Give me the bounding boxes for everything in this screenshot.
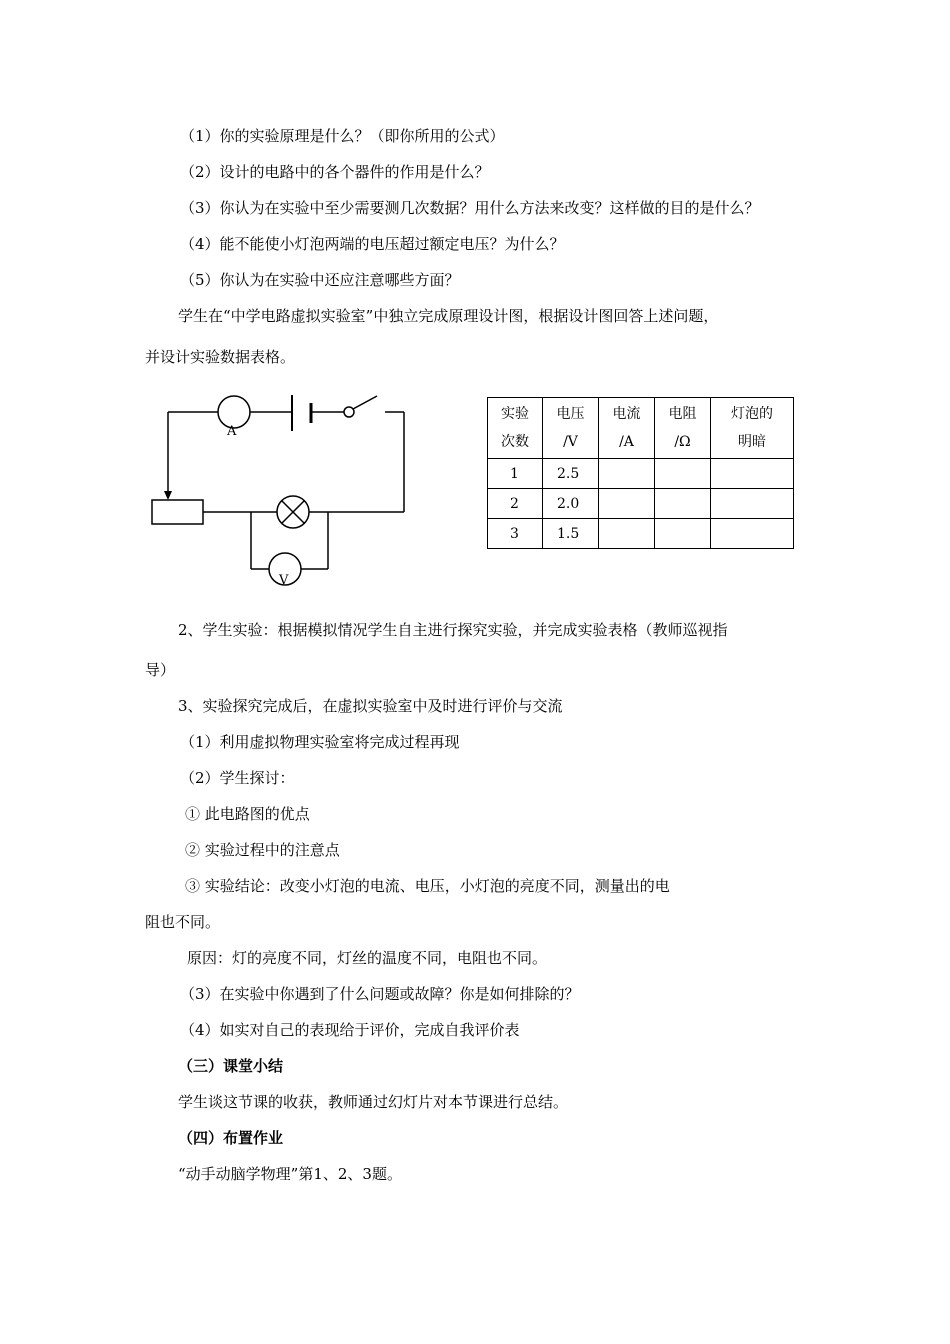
section3-point-1: ① 此电路图的优点	[185, 805, 310, 823]
data-table	[487, 397, 794, 549]
section3-point-2: ② 实验过程中的注意点	[185, 841, 340, 859]
header-cell: 电阻 /Ω	[655, 398, 711, 459]
section3-item-4: （4）如实对自己的表现给于评价，完成自我评价表	[180, 1021, 520, 1039]
switch-lever	[353, 396, 377, 409]
table-cell: 1.5	[543, 519, 599, 549]
table-cell: 2	[488, 489, 543, 519]
intro-line-1: 学生在“中学电路虚拟实验室”中独立完成原理设计图，根据设计图回答上述问题，	[178, 307, 719, 325]
question-4: （4）能不能使小灯泡两端的电压超过额定电压？为什么？	[180, 235, 565, 253]
section2-line-2: 导）	[145, 661, 176, 679]
table-cell	[711, 459, 794, 489]
switch-contact-icon	[344, 407, 354, 417]
intro-line-2: 并设计实验数据表格。	[145, 348, 296, 366]
table-cell: 2.0	[543, 489, 599, 519]
table-cell: 3	[488, 519, 543, 549]
table-cell	[711, 489, 794, 519]
table-cell	[655, 519, 711, 549]
header-cell: 电流 /A	[599, 398, 655, 459]
header-cell: 实验 次数	[488, 398, 543, 459]
table-cell	[655, 489, 711, 519]
question-2: （2）设计的电路中的各个器件的作用是什么？	[180, 163, 490, 181]
question-3: （3）你认为在实验中至少需要测几次数据？用什么方法来改变？这样做的目的是什么？	[180, 199, 760, 217]
homework-heading: （四）布置作业	[178, 1129, 284, 1147]
table-cell	[599, 459, 655, 489]
table-cell	[599, 489, 655, 519]
homework-text: “动手动脑学物理”第1、2、3题。	[178, 1165, 402, 1183]
table-row	[488, 459, 794, 489]
table-cell: 2.5	[543, 459, 599, 489]
table-row	[488, 519, 794, 549]
section3-item-2: （2）学生探讨：	[180, 769, 295, 787]
section3-point-3-line-2: 阻也不同。	[145, 913, 221, 931]
section3-point-3-line-1: ③ 实验结论：改变小灯泡的电流、电压，小灯泡的亮度不同，测量出的电	[185, 877, 670, 895]
section3-reason: 原因：灯的亮度不同，灯丝的温度不同，电阻也不同。	[187, 949, 548, 967]
section3-item-3: （3）在实验中你遇到了什么问题或故障？你是如何排除的？	[180, 985, 580, 1003]
rheostat-icon	[152, 500, 203, 524]
slider-arrow-icon	[164, 491, 172, 500]
table-cell	[655, 459, 711, 489]
header-cell: 电压 /V	[543, 398, 599, 459]
table-row	[488, 489, 794, 519]
table-header-row	[488, 398, 794, 459]
ammeter-label: A	[227, 424, 237, 439]
section2-line-1: 2、学生实验：根据模拟情况学生自主进行探究实验，并完成实验表格（教师巡视指	[178, 621, 728, 639]
circuit-svg	[140, 385, 420, 590]
section3-item-1: （1）利用虚拟物理实验室将完成过程再现	[180, 733, 460, 751]
section3-title: 3、实验探究完成后，在虚拟实验室中及时进行评价与交流	[178, 697, 563, 715]
table-cell	[599, 519, 655, 549]
voltmeter-label: V	[279, 573, 289, 588]
question-5: （5）你认为在实验中还应注意哪些方面？	[180, 271, 460, 289]
summary-heading: （三）课堂小结	[178, 1057, 284, 1075]
question-1: （1）你的实验原理是什么？（即你所用的公式）	[180, 127, 505, 145]
header-cell: 灯泡的 明暗	[711, 398, 794, 459]
circuit-diagram	[140, 385, 420, 590]
summary-text: 学生谈这节课的收获，教师通过幻灯片对本节课进行总结。	[178, 1093, 569, 1111]
table-cell: 1	[488, 459, 543, 489]
table-cell	[711, 519, 794, 549]
